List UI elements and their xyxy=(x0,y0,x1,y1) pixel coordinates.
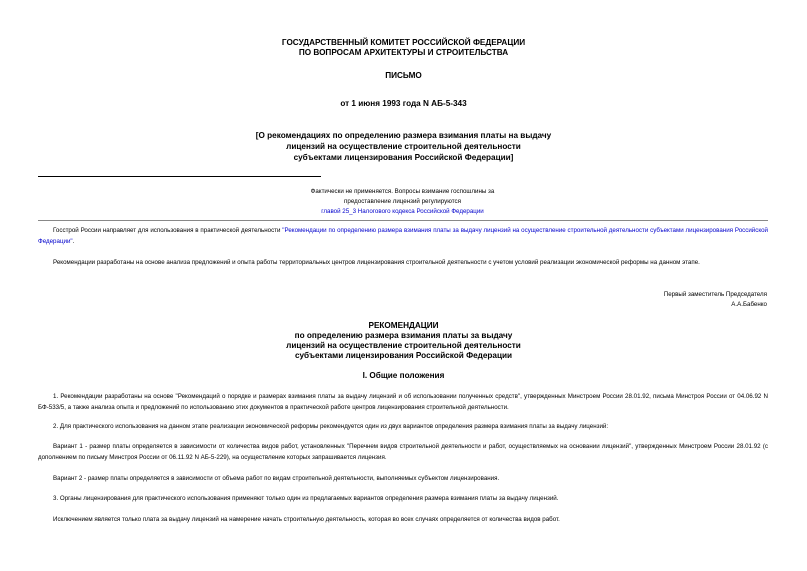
letter-paragraph-1 xyxy=(38,226,768,247)
rec-paragraph-5: 3. Органы лицензирования для практического использования применяют только один из предлагаемых вариантов определения размера взимания платы за выдачу лицензий. xyxy=(53,495,559,502)
rec-paragraph-3: Вариант 1 - размер платы определяется в зависимости от количества видов работ, установленных "Перечнем видов строительной деятельности и работ, осуществляемых на основании лицензий", утвержденных Минстроем России 28.01.92 (с дополнением по письму Минстроя России от 06.11.92 N АБ-5-229), на осуществление которых запрашивается лицензия. xyxy=(38,443,768,461)
section-heading-general: I. Общие положения xyxy=(362,371,445,380)
tax-code-link[interactable]: главой 25_3 Налогового кодекса Российской Федерации xyxy=(321,208,484,215)
document-date-number: от 1 июня 1993 года N АБ-5-343 xyxy=(340,99,467,108)
letter-p1-end: . xyxy=(72,237,75,245)
letter-paragraph-2: Рекомендации разработаны на основе анализа предложений и опыта работы территориальных центров лицензирования строительной деятельности с учетом условий реализации экономической реформы на данном этапе. xyxy=(53,259,700,266)
status-note xyxy=(230,187,575,217)
signature-block xyxy=(664,290,767,310)
status-note-line1: Фактически не применяется. Вопросы взимание госпошлины за xyxy=(310,188,495,195)
signer-name: А.А.Бабенко xyxy=(731,301,767,308)
org-name-line2: ПО ВОПРОСАМ АРХИТЕКТУРЫ И СТРОИТЕЛЬСТВА xyxy=(298,48,509,57)
separator-rule xyxy=(38,176,321,177)
recommendations-title: РЕКОМЕНДАЦИИ xyxy=(368,321,439,330)
rec-paragraph-2: 2. Для практического использования на данном этапе реализации экономической реформы рекомендуется один из двух вариантов определения размера взимания платы за выдачу лицензий: xyxy=(53,423,609,430)
recommendations-subtitle-1: по определению размера взимания платы за выдачу xyxy=(294,331,513,340)
document-subject-line3: субъектами лицензирования Российской Федерации] xyxy=(293,153,514,162)
separator-rule-2 xyxy=(38,220,768,221)
rec-paragraph-6: Исключением является только плата за выдачу лицензий на намерение начать строительную деятельность, которая во всех случаях определяется от количества видов работ. xyxy=(53,516,560,523)
org-name-line1: ГОСУДАРСТВЕННЫЙ КОМИТЕТ РОССИЙСКОЙ ФЕДЕРАЦИИ xyxy=(281,38,526,47)
recommendations-subtitle-3: субъектами лицензирования Российской Федерации xyxy=(294,351,513,360)
signer-title: Первый заместитель Председателя xyxy=(663,291,767,298)
recommendations-link[interactable]: "Рекомендации по определению размера взимания платы за выдачу лицензий на осуществление строительной деятельности субъектами лицензирования Российской Федерации" xyxy=(38,227,769,245)
recommendations-subtitle-2: лицензий на осуществление строительной деятельности xyxy=(286,341,521,350)
rec-paragraph-4: Вариант 2 - размер платы определяется в зависимости от объема работ по видам строительной деятельности, выполняемых субъектом лицензирования. xyxy=(53,475,500,482)
letter-p1-text: Госстрой России направляет для использования в практической деятельности xyxy=(53,227,283,234)
status-note-line2: предоставление лицензий регулируются xyxy=(344,198,461,205)
rec-paragraph-1: 1. Рекомендации разработаны на основе "Рекомендаций о порядке и размерах взимания платы за выдачу лицензий и об использовании полученных средств", утвержденных Минстроем России 28.01.92, письма Минстроя России от 04.06.92 N БФ-533/5, а также анализа опыта и предложений по использованию этих документов в практической работе центров лицензирования строительной деятельности. xyxy=(38,393,768,411)
document-type: ПИСЬМО xyxy=(385,71,422,80)
document-subject-line2: лицензий на осуществление строительной деятельности xyxy=(286,142,521,151)
document-subject-line1: [О рекомендациях по определению размера взимания платы на выдачу xyxy=(255,131,552,140)
